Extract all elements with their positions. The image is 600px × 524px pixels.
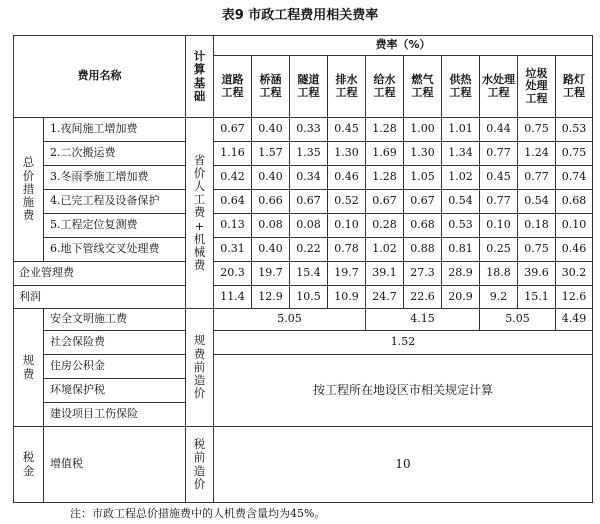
rate-cell: 0.77 xyxy=(518,166,556,190)
rate-cell: 0.40 xyxy=(252,238,290,262)
rate-cell: 0.13 xyxy=(214,214,252,238)
rate-cell: 0.81 xyxy=(442,238,480,262)
calc-basis-zongjia: 省 价 人 工 费 + 机 械 费 xyxy=(186,118,214,309)
rate-cell: 30.2 xyxy=(556,262,593,286)
rate-cell: 0.33 xyxy=(290,118,328,142)
rate-cell: 1.02 xyxy=(366,238,404,262)
rate-cell: 0.66 xyxy=(252,190,290,214)
rate-cell: 19.7 xyxy=(252,262,290,286)
rate-cell: 1.16 xyxy=(214,142,252,166)
row-label-finished-protection: 4.已完工程及设备保护 xyxy=(44,190,186,214)
rate-cell: 0.77 xyxy=(480,190,518,214)
rate-cell: 0.68 xyxy=(404,214,442,238)
rate-cell: 20.9 xyxy=(442,286,480,309)
col-header-heating: 供热 工程 xyxy=(442,56,480,118)
rate-cell: 0.64 xyxy=(214,190,252,214)
rate-cell: 0.44 xyxy=(480,118,518,142)
rate-cell: 1.34 xyxy=(442,142,480,166)
rate-cell: 0.08 xyxy=(252,214,290,238)
rate-cell: 1.30 xyxy=(328,142,366,166)
row-label-positioning-survey: 5.工程定位复测费 xyxy=(44,214,186,238)
rate-cell: 1.52 xyxy=(214,331,593,355)
rate-cell: 0.40 xyxy=(252,166,290,190)
rate-cell: 1.57 xyxy=(252,142,290,166)
calc-basis-header: 计 算 基 础 xyxy=(186,36,214,118)
rate-cell: 9.2 xyxy=(480,286,518,309)
rate-cell: 0.74 xyxy=(556,166,593,190)
group-label-shuijin: 税 金 xyxy=(14,427,44,503)
col-header-water-treatment: 水处理 工程 xyxy=(480,56,518,118)
row-label-housing-fund: 住房公积金 xyxy=(44,355,186,379)
rate-cell: 0.46 xyxy=(328,166,366,190)
row-label-social-insurance: 社会保险费 xyxy=(44,331,186,355)
rate-cell: 0.67 xyxy=(404,190,442,214)
rate-cell: 0.10 xyxy=(328,214,366,238)
rate-cell: 39.6 xyxy=(518,262,556,286)
rate-cell: 0.67 xyxy=(214,118,252,142)
rate-cell: 0.08 xyxy=(290,214,328,238)
rate-cell: 0.10 xyxy=(556,214,593,238)
rate-cell: 1.35 xyxy=(290,142,328,166)
rate-cell: 11.4 xyxy=(214,286,252,309)
row-label-injury-insurance: 建设项目工伤保险 xyxy=(44,403,186,427)
row-label-env-tax: 环境保护税 xyxy=(44,379,186,403)
col-header-road: 道路 工程 xyxy=(214,56,252,118)
rate-cell: 10.9 xyxy=(328,286,366,309)
rate-cell: 0.77 xyxy=(480,142,518,166)
calc-basis-guifei: 规 费 前 造 价 xyxy=(186,309,214,427)
rate-cell: 0.22 xyxy=(290,238,328,262)
rate-cell: 0.78 xyxy=(328,238,366,262)
rate-cell: 1.28 xyxy=(366,118,404,142)
rate-cell: 0.53 xyxy=(442,214,480,238)
row-label-vat: 增值税 xyxy=(44,427,186,503)
rate-cell: 4.15 xyxy=(366,309,480,331)
rate-cell: 1.69 xyxy=(366,142,404,166)
row-label-secondary-transport: 2.二次搬运费 xyxy=(44,142,186,166)
row-label-safety-civil: 安全文明施工费 xyxy=(44,309,186,331)
rate-cell: 15.4 xyxy=(290,262,328,286)
rate-cell: 0.52 xyxy=(328,190,366,214)
col-header-street-light: 路灯 工程 xyxy=(556,56,593,118)
rate-cell: 0.54 xyxy=(442,190,480,214)
rate-note-cell: 按工程所在地设区市相关规定计算 xyxy=(214,355,593,427)
rate-cell: 1.05 xyxy=(404,166,442,190)
rate-cell: 10.5 xyxy=(290,286,328,309)
rate-cell: 1.00 xyxy=(404,118,442,142)
rate-cell: 0.46 xyxy=(556,238,593,262)
rate-cell: 24.7 xyxy=(366,286,404,309)
rate-cell: 12.9 xyxy=(252,286,290,309)
rate-cell: 1.24 xyxy=(518,142,556,166)
rate-cell: 0.68 xyxy=(556,190,593,214)
rate-cell: 0.45 xyxy=(328,118,366,142)
col-header-water-supply: 给水 工程 xyxy=(366,56,404,118)
rate-cell: 0.75 xyxy=(556,142,593,166)
rate-cell: 1.01 xyxy=(442,118,480,142)
rate-cell: 0.45 xyxy=(480,166,518,190)
rate-cell: 5.05 xyxy=(480,309,556,331)
rate-cell: 0.54 xyxy=(518,190,556,214)
rate-cell: 0.25 xyxy=(480,238,518,262)
rate-cell: 27.3 xyxy=(404,262,442,286)
rate-cell: 0.28 xyxy=(366,214,404,238)
rate-cell: 0.75 xyxy=(518,118,556,142)
col-header-bridge: 桥涵 工程 xyxy=(252,56,290,118)
group-label-zongjia: 总 价 措 施 费 xyxy=(14,118,44,262)
rate-cell: 22.6 xyxy=(404,286,442,309)
col-header-drainage: 排水 工程 xyxy=(328,56,366,118)
row-label-pipeline-crossing: 6.地下管线交叉处理费 xyxy=(44,238,186,262)
col-header-tunnel: 隧道 工程 xyxy=(290,56,328,118)
rate-cell: 1.28 xyxy=(366,166,404,190)
table-title: 表9 市政工程费用相关费率 xyxy=(221,8,379,23)
rate-cell: 0.31 xyxy=(214,238,252,262)
rate-cell: 39.1 xyxy=(366,262,404,286)
rate-cell: 4.49 xyxy=(556,309,593,331)
fee-name-header: 费用名称 xyxy=(14,36,186,118)
calc-basis-shuijin: 税 前 造 价 xyxy=(186,427,214,503)
rate-cell: 5.05 xyxy=(214,309,366,331)
row-label-management: 企业管理费 xyxy=(14,262,186,286)
rate-cell: 0.42 xyxy=(214,166,252,190)
rate-cell: 18.8 xyxy=(480,262,518,286)
rate-cell: 28.9 xyxy=(442,262,480,286)
rate-header: 费率（%） xyxy=(214,36,593,56)
rate-cell: 0.75 xyxy=(518,238,556,262)
col-header-gas: 燃气 工程 xyxy=(404,56,442,118)
group-label-guifei: 规 费 xyxy=(14,309,44,427)
rate-cell: 19.7 xyxy=(328,262,366,286)
row-label-winter-rain: 3.冬雨季施工增加费 xyxy=(44,166,186,190)
rate-cell: 0.88 xyxy=(404,238,442,262)
rate-cell: 0.40 xyxy=(252,118,290,142)
rate-cell: 10 xyxy=(214,427,593,503)
rate-cell: 0.67 xyxy=(290,190,328,214)
rate-cell: 0.18 xyxy=(518,214,556,238)
col-header-garbage: 垃圾 处理 工程 xyxy=(518,56,556,118)
table-footnote: 注：市政工程总价措施费中的人机费含量均为45%。 xyxy=(70,507,326,520)
rate-cell: 12.6 xyxy=(556,286,593,309)
rate-cell: 0.53 xyxy=(556,118,593,142)
rate-cell: 0.10 xyxy=(480,214,518,238)
row-label-profit: 利润 xyxy=(14,286,186,309)
rate-cell: 0.34 xyxy=(290,166,328,190)
fee-rate-table xyxy=(13,35,593,503)
rate-cell: 20.3 xyxy=(214,262,252,286)
row-label-night-work: 1.夜间施工增加费 xyxy=(44,118,186,142)
rate-cell: 15.1 xyxy=(518,286,556,309)
rate-cell: 1.30 xyxy=(404,142,442,166)
rate-cell: 0.67 xyxy=(366,190,404,214)
rate-cell: 1.02 xyxy=(442,166,480,190)
